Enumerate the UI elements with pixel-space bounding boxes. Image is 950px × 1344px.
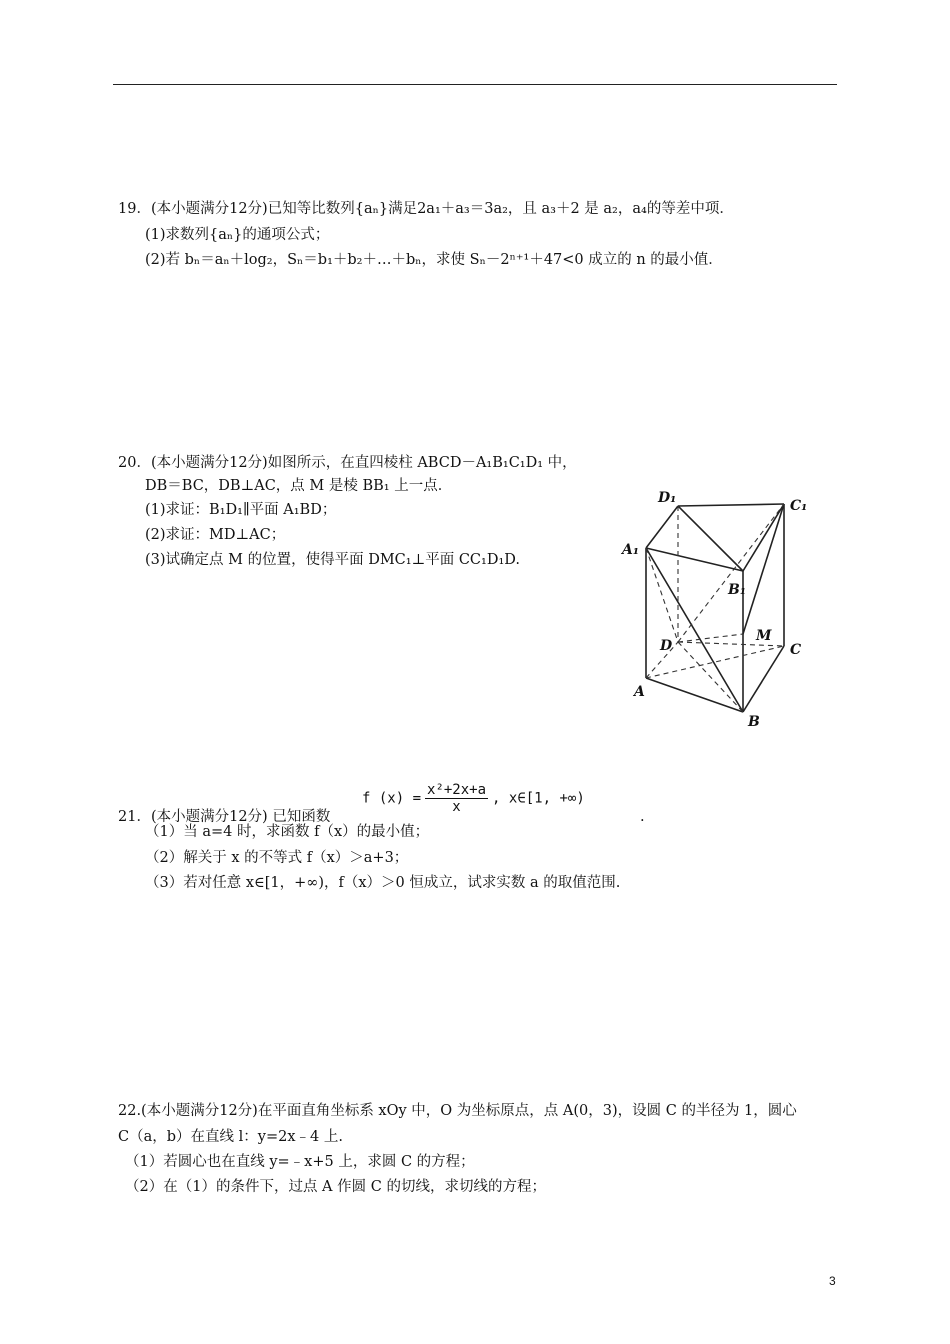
label-C: C [790,642,802,658]
edge-M-C1 [743,504,784,634]
q22-part2: （2）在（1）的条件下，过点 A 作圆 C 的切线，求切线的方程； [125,1179,546,1195]
edge-A-B [646,678,743,712]
prism-diagram [618,482,818,732]
q21-function-formula [362,782,585,815]
q19-stem: 19．(本小题满分12分)已知等比数列{aₙ}满足2a₁＋a₃＝3a₂，且 a₃＋2 是 a₂，a₄的等差中项． [118,201,734,217]
edge-D1-C1 [678,504,784,506]
label-A1: A₁ [622,542,639,558]
formula-denominator: x [452,799,461,815]
label-D1: D₁ [658,490,677,506]
label-M: M [756,628,772,644]
formula-lhs: f (x) = [362,790,422,807]
label-C1: C₁ [790,498,808,514]
q22-stem-line1: 22.(本小题满分12分)在平面直角坐标系 xOy 中，O 为坐标原点，点 A(0，3)，设圆 C 的半径为 1，圆心 [118,1103,797,1119]
edge-D-B [678,642,743,712]
q20-stem-line2: DB＝BC，DB⊥AC，点 M 是棱 BB₁ 上一点． [145,478,453,494]
q19-part2: (2)若 bₙ＝aₙ＋log₂，Sₙ＝b₁＋b₂＋…＋bₙ，求使 Sₙ－2ⁿ⁺¹＋47<0 成立的 n 的最小值． [145,252,723,268]
page-number: 3 [829,1274,836,1288]
formula-fraction [425,782,488,815]
formula-numerator: x²+2x+a [427,782,487,798]
label-B1: B₁ [728,582,746,598]
prism-figure [618,482,818,736]
q20-part2: (2)求证：MD⊥AC； [145,527,286,543]
edge-A1-B [646,548,743,712]
edge-A1-B1 [646,548,743,571]
q21-part2: （2）解关于 x 的不等式 f（x）＞a+3； [145,850,409,866]
q20-part3: (3)试确定点 M 的位置，使得平面 DMC₁⊥平面 CC₁D₁D. [145,552,520,568]
q21-part1: （1）当 a=4 时，求函数 f（x）的最小值； [145,824,430,840]
label-B: B [748,714,760,730]
edge-B1-C1 [743,504,784,571]
formula-domain: , x∈[1, +∞) [492,790,585,807]
q19-part1: (1)求数列{aₙ}的通项公式； [145,227,330,243]
q22-part1: （1）若圆心也在直线 y=﹣x+5 上，求圆 C 的方程； [125,1154,475,1170]
header-rule [113,84,837,85]
label-A: A [634,684,645,700]
q22-stem-line2: C（a，b）在直线 l：y=2x﹣4 上. [118,1129,343,1145]
q21-part3: （3）若对任意 x∈[1，+∞)，f（x）＞0 恒成立，试求实数 a 的取值范围. [145,875,621,891]
edge-D-M [678,634,743,642]
q20-part1: (1)求证：B₁D₁∥平面 A₁BD； [145,502,337,518]
q21-stem: 21．(本小题满分12分) 已知函数 [118,809,331,825]
label-D: D [660,638,673,654]
edge-A1-D1 [646,506,678,548]
q20-stem-line1: 20．(本小题满分12分)如图所示，在直四棱柱 ABCD－A₁B₁C₁D₁ 中， [118,455,577,471]
q21-trailing-dot: . [640,809,645,825]
edge-B-C [743,646,784,712]
edge-D1-B1 [678,506,743,571]
edge-D-C1 [678,504,784,642]
